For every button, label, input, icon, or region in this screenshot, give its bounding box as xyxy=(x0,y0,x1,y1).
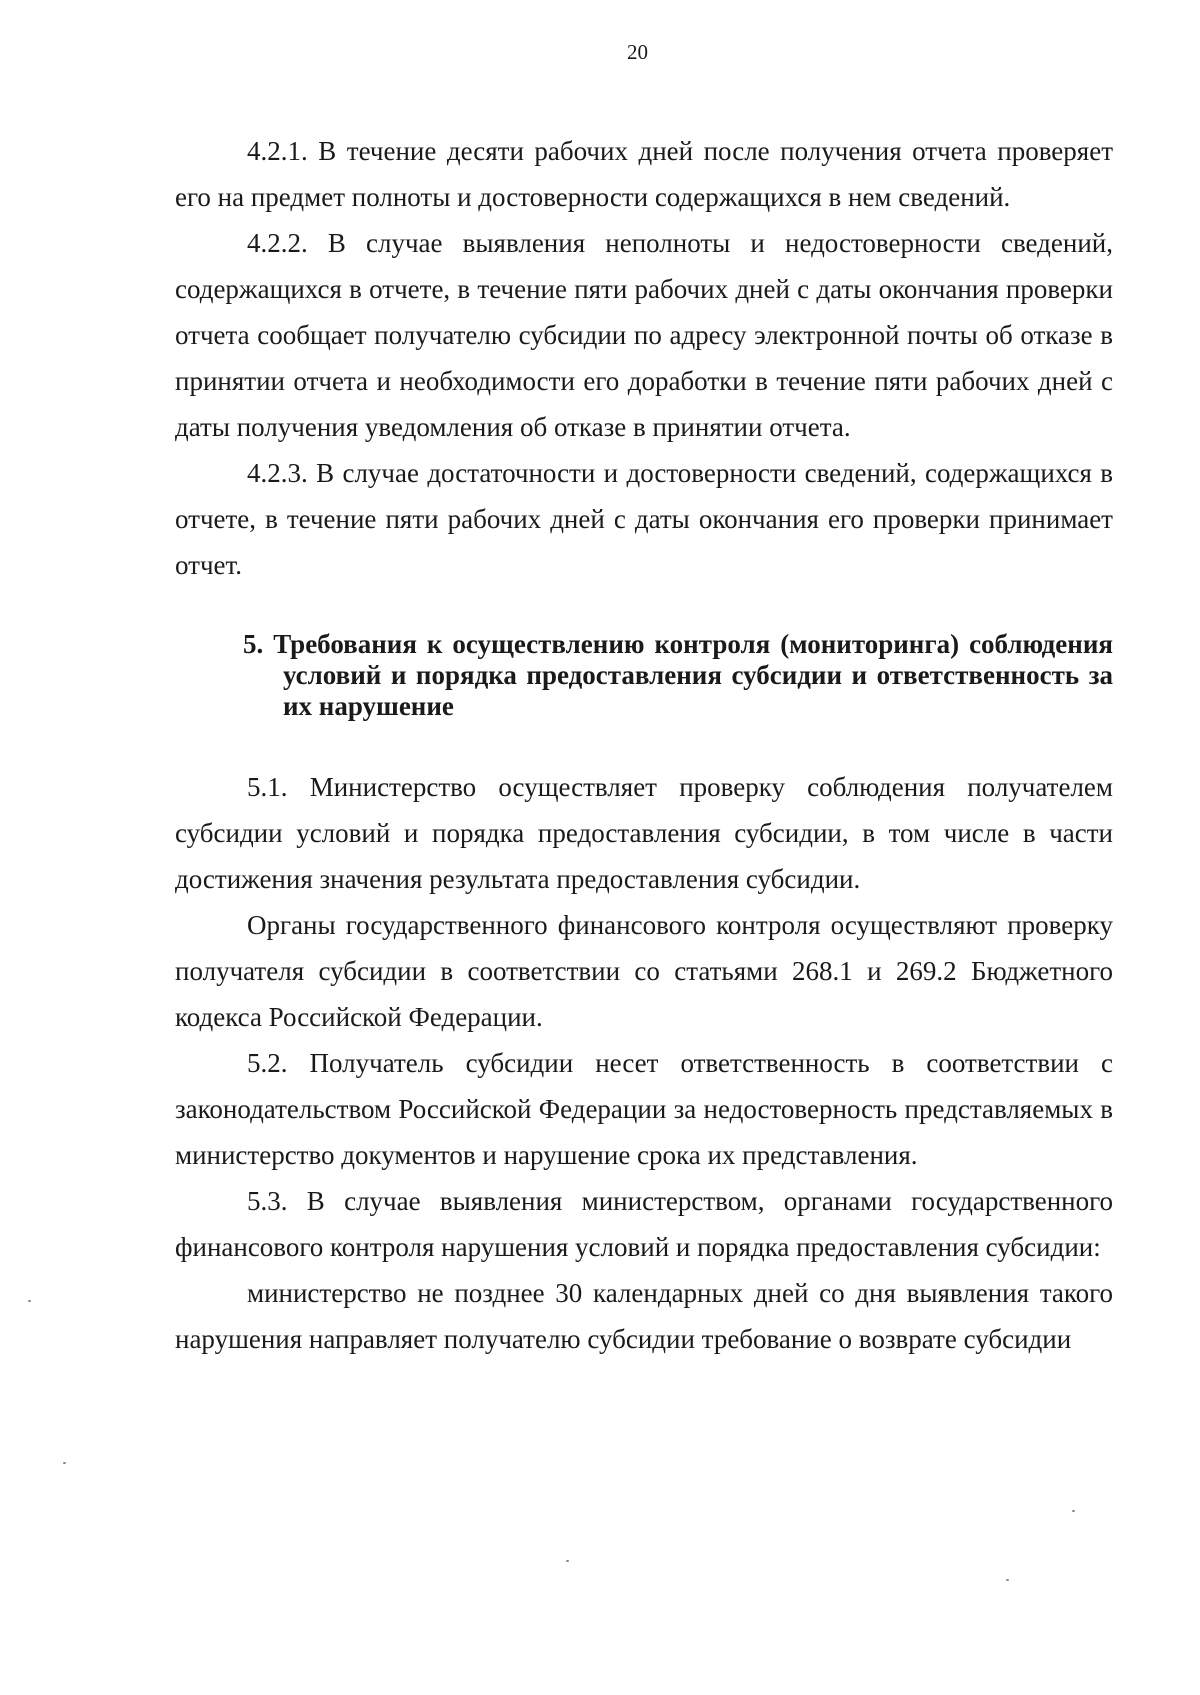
section-heading-5: 5. Требования к осуществлению контроля (мониторинга) соблюдения условий и порядка предоставления субсидии и ответственность за их нарушение xyxy=(243,629,1113,721)
page-number: 20 xyxy=(627,40,648,64)
paragraph-5-2: 5.2. Получатель субсидии несет ответственность в соответствии с законодательством Российской Федерации за недостоверность представляемых в министерство документов и нарушение срока их представления. xyxy=(175,1048,1113,1170)
scan-speck xyxy=(566,1560,569,1562)
document-body xyxy=(175,128,1113,1362)
paragraph-5-3: 5.3. В случае выявления министерством, органами государственного финансового контроля нарушения условий и порядка предоставления субсидии: xyxy=(175,1186,1113,1262)
paragraph-4-2-1: 4.2.1. В течение десяти рабочих дней после получения отчета проверяет его на предмет полноты и достоверности содержащихся в нем сведений. xyxy=(175,136,1113,212)
paragraph-5-1: 5.1. Министерство осуществляет проверку соблюдения получателем субсидии условий и порядка предоставления субсидии, в том числе в части достижения значения результата предоставления субсидии. xyxy=(175,772,1113,894)
scan-speck xyxy=(1006,1579,1009,1581)
scan-speck xyxy=(63,1462,66,1464)
scan-speck xyxy=(1072,1510,1075,1512)
paragraph-4-2-2: 4.2.2. В случае выявления неполноты и недостоверности сведений, содержащихся в отчете, в течение пяти рабочих дней с даты окончания проверки отчета сообщает получателю субсидии по адресу электронной почты об отказе в принятии отчета и необходимости его доработки в течение пяти рабочих дней с даты получения уведомления об отказе в принятии отчета. xyxy=(175,228,1113,442)
scan-speck xyxy=(28,1300,31,1302)
paragraph-ministry-demand: министерство не позднее 30 календарных дней со дня выявления такого нарушения направляет получателю субсидии требование о возврате субсидии xyxy=(175,1278,1113,1354)
paragraph-control-bodies: Органы государственного финансового контроля осуществляют проверку получателя субсидии в соответствии со статьями 268.1 и 269.2 Бюджетного кодекса Российской Федерации. xyxy=(175,910,1113,1032)
paragraph-4-2-3: 4.2.3. В случае достаточности и достоверности сведений, содержащихся в отчете, в течение пяти рабочих дней с даты окончания его проверки принимает отчет. xyxy=(175,458,1113,580)
